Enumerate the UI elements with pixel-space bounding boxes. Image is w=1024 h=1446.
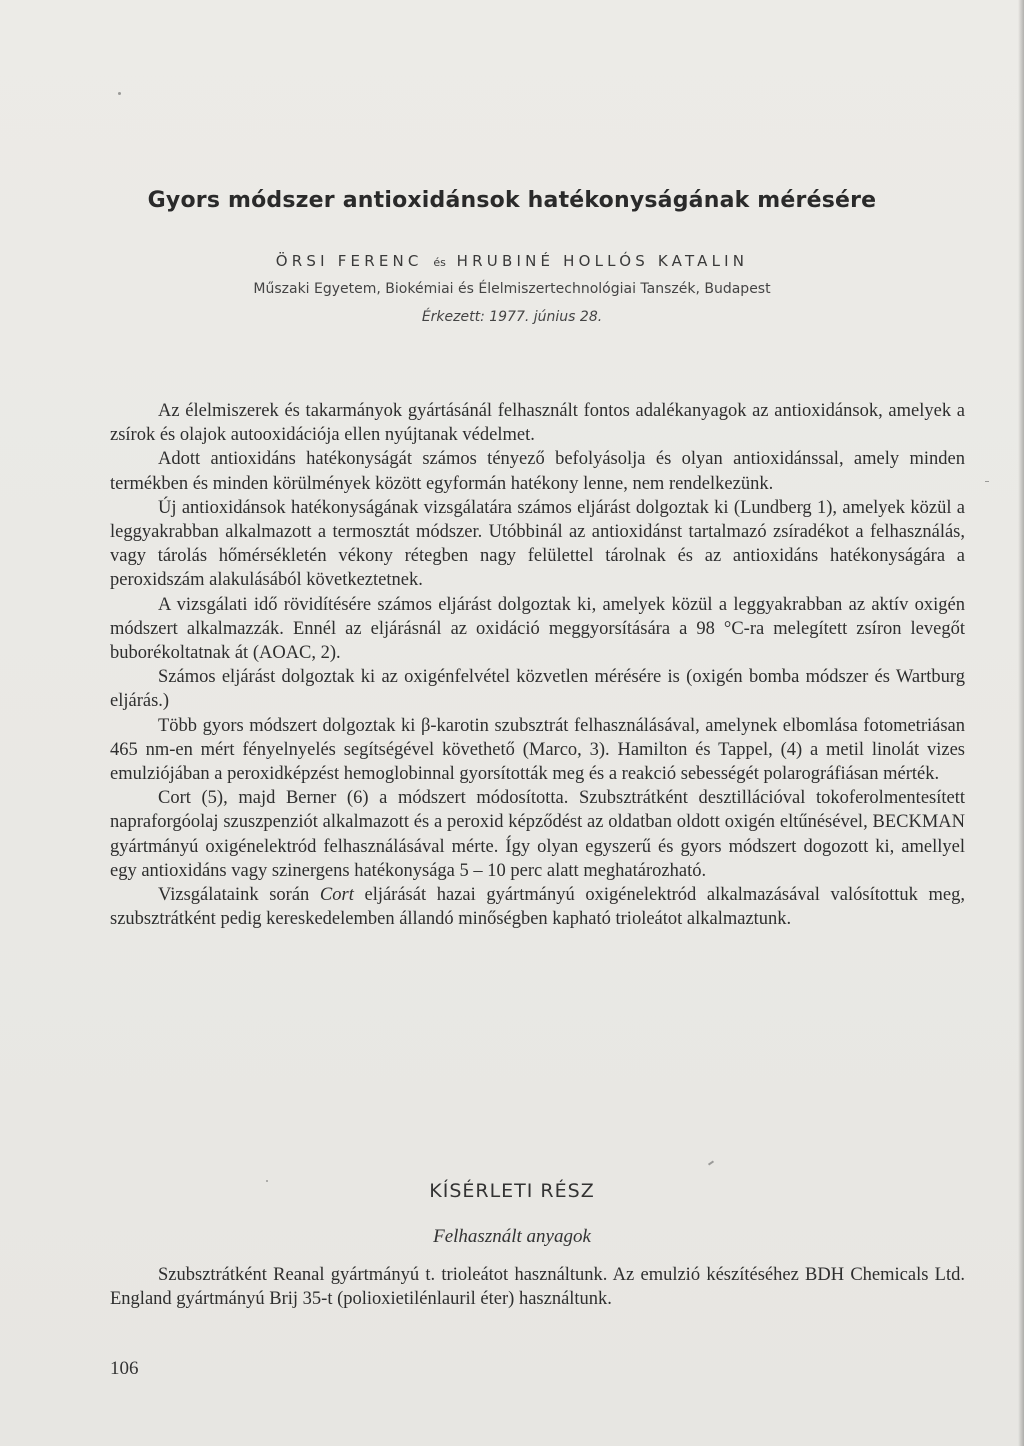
last-paragraph-lead: Vizsgálataink során (158, 885, 320, 906)
page-number: 106 (110, 1358, 139, 1379)
subsection-heading: Felhasznált anyagok (433, 1226, 591, 1247)
last-paragraph-rest: eljárását hazai gyártmányú oxigénelektród alkalmazásával valósítottuk meg, szubsztrátként pedig kereskedelemben állandó minőségben kapható trioleátot alkalmaztunk. (110, 885, 965, 930)
body-paragraph: Új antioxidánsok hatékonyságának vizsgálatára számos eljárást dolgoztak ki (Lundberg 1), amelyek közül a leggyakrabban alkalmazott a termosztát módszer. Utóbbinál az antioxidánst tartalmazó zsíradékot a felhasználás, vagy tárolás hőmérsékletén vékony rétegben nagy felülettel tárolnak és az antioxidáns hatékonyságára a peroxidszám alakulásából következtetnek. (110, 497, 965, 591)
author-connector: és (433, 256, 446, 269)
author-first: ÖRSI FERENC (275, 252, 423, 270)
materials-section (110, 1263, 965, 1311)
speck (985, 481, 989, 482)
author-second: HRUBINÉ HOLLÓS KATALIN (456, 252, 749, 270)
body-paragraph: Adott antioxidáns hatékonyságát számos tényező befolyásolja és olyan antioxidánssal, amely minden termékben és minden körülmények között egyformán hatékony lenne, nem rendelkezünk. (110, 449, 965, 494)
body-paragraph: Számos eljárást dolgoztak ki az oxigénfelvétel közvetlen mérésére is (oxigén bomba módszer és Wartburg eljárás.) (110, 667, 965, 712)
speck (708, 1160, 714, 1165)
body-paragraph: Cort (5), majd Berner (6) a módszert módosította. Szubsztrátként desztillációval tokoferolmentesített napraforgóolaj szuszpenziót alkalmazott és a peroxid képződést az oldatban oldott oxigén eltűnésével, BECKMAN gyártmányú oxigénelektród felhasználásával mérte. Így olyan egyszerű és gyors módszert dogozott ki, amellyel egy antioxidáns vagy szinergens hatékonysága 5 – 10 perc alatt meghatározható. (110, 788, 965, 881)
speck (266, 1180, 268, 1182)
cort-italic: Cort (319, 885, 354, 906)
affiliation: Műszaki Egyetem, Biokémiai és Élelmiszertechnológiai Tanszék, Budapest (253, 281, 771, 297)
body-paragraph: A vizsgálati idő rövidítésére számos eljárást dolgoztak ki, amelyek közül a leggyakrabban az aktív oxigén módszert alkalmazzák. Ennél az eljárásnál az oxidáció meggyorsítására a 98 °C-ra melegített zsíron levegőt buborékoltatnak át (AOAC, 2). (110, 594, 965, 664)
body-paragraph-last (110, 883, 965, 931)
article-title: Gyors módszer antioxidánsok hatékonyságának mérésére (147, 188, 877, 213)
body-paragraph: Több gyors módszert dolgoztak ki β-karotin szubsztrát felhasználásával, amelynek elbomlása fotometriásan 465 nm-en mért fényelnyelés segítségével követhető (Marco, 3). Hamilton és Tappel, (4) a metil linolát vizes emulziójában a peroxidképzést hemoglobinnal gyorsították meg és a reakció sebességét polarográfiásan mérték. (110, 715, 965, 785)
speck (118, 92, 121, 95)
body-paragraph: Az élelmiszerek és takarmányok gyártásánál felhasznált fontos adalékanyagok az antioxidánsok, amelyek a zsírok és olajok autooxidációja ellen nyújtanak védelmet. (110, 401, 965, 446)
author-line (0, 252, 1024, 270)
article-body (110, 399, 965, 931)
section-heading: KÍSÉRLETI RÉSZ (429, 1180, 595, 1202)
received-date: Érkezett: 1977. június 28. (421, 309, 603, 325)
materials-paragraph: Szubsztrátként Reanal gyártmányú t. trioleátot használtunk. Az emulzió készítéséhez BDH Chemicals Ltd. England gyártmányú Brij 35-t (polioxietilénlauril éter) használtunk. (110, 1265, 965, 1310)
